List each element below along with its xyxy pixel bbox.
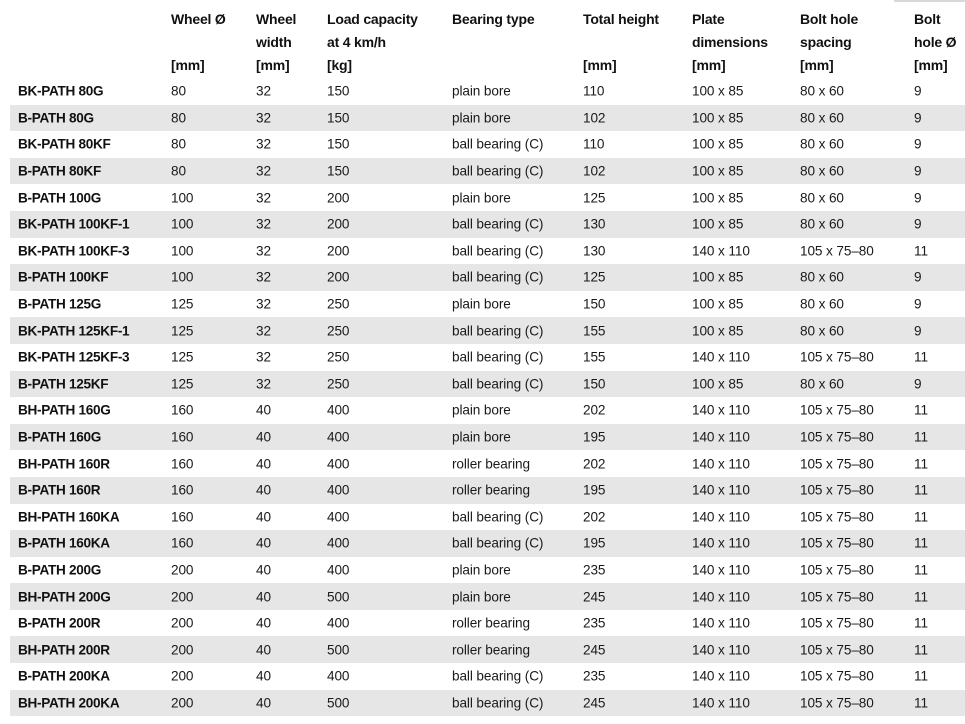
table-cell-bolt-hole-diameter: 11 <box>914 456 928 472</box>
table-cell-bolt-hole-diameter: 11 <box>914 562 928 578</box>
table-row <box>10 211 965 238</box>
table-row <box>10 371 965 398</box>
table-cell-bearing-type: roller bearing <box>452 615 530 631</box>
table-cell-load-capacity: 250 <box>327 349 350 365</box>
table-cell-bolt-hole-diameter: 9 <box>914 110 922 126</box>
table-cell-plate-dimensions: 140 x 110 <box>692 349 750 365</box>
table-cell-bolt-hole-diameter: 11 <box>914 482 928 498</box>
table-cell-wheel-width: 32 <box>256 349 271 365</box>
table-row <box>10 317 965 344</box>
table-cell-bolt-hole-spacing: 105 x 75–80 <box>800 589 874 605</box>
table-row <box>10 78 965 105</box>
table-cell-bearing-type: ball bearing (C) <box>452 535 544 551</box>
table-body <box>10 78 965 716</box>
column-header-line: spacing <box>800 34 852 50</box>
table-cell-bolt-hole-diameter: 11 <box>914 243 928 259</box>
table-cell-bolt-hole-spacing: 80 x 60 <box>800 376 844 392</box>
table-cell-total-height: 245 <box>583 642 606 658</box>
model-name-cell: BH-PATH 160G <box>18 402 111 418</box>
table-cell-total-height: 235 <box>583 562 606 578</box>
table-cell-total-height: 125 <box>583 190 606 206</box>
table-cell-bolt-hole-diameter: 9 <box>914 376 922 392</box>
table-cell-total-height: 155 <box>583 349 606 365</box>
table-cell-plate-dimensions: 140 x 110 <box>692 589 750 605</box>
table-cell-bolt-hole-spacing: 105 x 75–80 <box>800 668 874 684</box>
table-cell-bolt-hole-spacing: 105 x 75–80 <box>800 615 874 631</box>
table-cell-load-capacity: 250 <box>327 323 350 339</box>
table-cell-wheel-diameter: 200 <box>171 589 194 605</box>
table-cell-wheel-diameter: 160 <box>171 535 194 551</box>
table-row <box>10 291 965 318</box>
table-cell-wheel-diameter: 100 <box>171 243 194 259</box>
table-cell-bolt-hole-diameter: 9 <box>914 296 922 312</box>
table-cell-bolt-hole-spacing: 80 x 60 <box>800 83 844 99</box>
table-cell-wheel-width: 32 <box>256 110 271 126</box>
model-name-cell: BK-PATH 100KF-3 <box>18 243 130 259</box>
table-cell-bolt-hole-diameter: 9 <box>914 269 922 285</box>
table-cell-plate-dimensions: 100 x 85 <box>692 190 744 206</box>
table-cell-wheel-diameter: 125 <box>171 323 194 339</box>
column-header-wheel-diameter <box>171 8 226 77</box>
caster-spec-table <box>10 0 965 716</box>
model-name-cell: B-PATH 200G <box>18 562 102 578</box>
column-header-line: [mm] <box>256 57 290 73</box>
table-cell-bolt-hole-spacing: 105 x 75–80 <box>800 562 874 578</box>
table-cell-plate-dimensions: 100 x 85 <box>692 376 744 392</box>
table-cell-plate-dimensions: 140 x 110 <box>692 535 750 551</box>
table-cell-wheel-width: 40 <box>256 482 271 498</box>
table-cell-wheel-width: 32 <box>256 216 271 232</box>
table-cell-bolt-hole-spacing: 105 x 75–80 <box>800 482 874 498</box>
table-cell-wheel-diameter: 80 <box>171 163 186 179</box>
table-cell-bearing-type: ball bearing (C) <box>452 243 544 259</box>
table-cell-total-height: 102 <box>583 110 606 126</box>
table-cell-plate-dimensions: 140 x 110 <box>692 695 750 711</box>
column-header-line: Bearing type <box>452 11 535 27</box>
table-cell-bearing-type: ball bearing (C) <box>452 269 544 285</box>
model-name-cell: BK-PATH 100KF-1 <box>18 216 130 232</box>
table-cell-total-height: 130 <box>583 216 606 232</box>
table-cell-plate-dimensions: 100 x 85 <box>692 296 744 312</box>
table-cell-load-capacity: 400 <box>327 402 350 418</box>
model-name-cell: BH-PATH 160KA <box>18 509 120 525</box>
model-name-cell: B-PATH 125KF <box>18 376 109 392</box>
column-header-line: dimensions <box>692 34 768 50</box>
table-cell-wheel-width: 32 <box>256 136 271 152</box>
table-cell-plate-dimensions: 140 x 110 <box>692 482 750 498</box>
table-row <box>10 610 965 637</box>
table-row <box>10 158 965 185</box>
model-name-cell: B-PATH 100KF <box>18 269 109 285</box>
model-name-cell: BH-PATH 200KA <box>18 695 120 711</box>
table-cell-total-height: 155 <box>583 323 606 339</box>
table-cell-total-height: 202 <box>583 509 606 525</box>
table-cell-bolt-hole-diameter: 11 <box>914 535 928 551</box>
table-cell-bolt-hole-spacing: 80 x 60 <box>800 323 844 339</box>
table-cell-load-capacity: 500 <box>327 642 350 658</box>
model-name-cell: BH-PATH 160R <box>18 456 110 472</box>
table-cell-bolt-hole-diameter: 11 <box>914 589 928 605</box>
column-header-line: width <box>256 34 292 50</box>
model-name-cell: B-PATH 160R <box>18 482 101 498</box>
table-cell-wheel-diameter: 160 <box>171 509 194 525</box>
table-cell-wheel-width: 40 <box>256 589 271 605</box>
table-cell-total-height: 202 <box>583 456 606 472</box>
table-cell-bolt-hole-spacing: 105 x 75–80 <box>800 642 874 658</box>
table-cell-wheel-width: 40 <box>256 562 271 578</box>
table-cell-bolt-hole-diameter: 11 <box>914 349 928 365</box>
table-row <box>10 663 965 690</box>
table-cell-load-capacity: 500 <box>327 589 350 605</box>
table-cell-wheel-diameter: 100 <box>171 269 194 285</box>
table-cell-bolt-hole-spacing: 105 x 75–80 <box>800 695 874 711</box>
table-cell-bearing-type: plain bore <box>452 190 511 206</box>
table-cell-load-capacity: 150 <box>327 83 350 99</box>
table-cell-plate-dimensions: 140 x 110 <box>692 562 750 578</box>
column-header-bolt-hole-diameter <box>914 8 956 77</box>
table-cell-bolt-hole-diameter: 9 <box>914 323 922 339</box>
table-cell-wheel-width: 40 <box>256 642 271 658</box>
table-cell-wheel-width: 40 <box>256 509 271 525</box>
table-cell-bolt-hole-spacing: 105 x 75–80 <box>800 509 874 525</box>
table-cell-load-capacity: 150 <box>327 110 350 126</box>
table-row <box>10 105 965 132</box>
table-cell-total-height: 130 <box>583 243 606 259</box>
table-cell-load-capacity: 500 <box>327 695 350 711</box>
table-cell-total-height: 110 <box>583 136 605 152</box>
table-row <box>10 264 965 291</box>
table-cell-wheel-width: 40 <box>256 456 271 472</box>
table-cell-wheel-diameter: 125 <box>171 349 194 365</box>
table-cell-bolt-hole-diameter: 9 <box>914 136 922 152</box>
table-cell-bearing-type: plain bore <box>452 562 511 578</box>
table-cell-bearing-type: ball bearing (C) <box>452 323 544 339</box>
table-cell-wheel-diameter: 80 <box>171 83 186 99</box>
table-cell-wheel-diameter: 200 <box>171 562 194 578</box>
column-header-total-height <box>583 8 659 77</box>
table-cell-wheel-width: 32 <box>256 83 271 99</box>
table-cell-wheel-width: 40 <box>256 668 271 684</box>
table-cell-load-capacity: 400 <box>327 668 350 684</box>
column-header-line: Load capacity <box>327 11 418 27</box>
model-name-cell: B-PATH 200KA <box>18 668 110 684</box>
table-cell-bolt-hole-diameter: 11 <box>914 402 928 418</box>
table-cell-bearing-type: plain bore <box>452 83 511 99</box>
table-cell-bolt-hole-spacing: 80 x 60 <box>800 296 844 312</box>
column-header-bolt-hole-spacing <box>800 8 858 77</box>
table-cell-bolt-hole-spacing: 105 x 75–80 <box>800 535 874 551</box>
column-header-line: hole Ø <box>914 34 957 50</box>
table-row <box>10 477 965 504</box>
table-cell-plate-dimensions: 140 x 110 <box>692 456 750 472</box>
table-cell-wheel-diameter: 160 <box>171 482 194 498</box>
table-cell-wheel-width: 32 <box>256 296 271 312</box>
table-cell-wheel-diameter: 200 <box>171 668 194 684</box>
table-cell-bolt-hole-diameter: 11 <box>914 429 928 445</box>
table-row <box>10 131 965 158</box>
table-cell-plate-dimensions: 140 x 110 <box>692 429 750 445</box>
column-header-line: [mm] <box>800 57 834 73</box>
model-name-cell: B-PATH 100G <box>18 190 102 206</box>
table-cell-total-height: 245 <box>583 695 606 711</box>
table-cell-wheel-width: 32 <box>256 269 271 285</box>
table-cell-load-capacity: 400 <box>327 562 350 578</box>
table-cell-wheel-diameter: 200 <box>171 615 194 631</box>
table-cell-bolt-hole-spacing: 105 x 75–80 <box>800 402 874 418</box>
table-cell-wheel-width: 32 <box>256 376 271 392</box>
table-cell-load-capacity: 250 <box>327 376 350 392</box>
table-cell-plate-dimensions: 140 x 110 <box>692 402 750 418</box>
column-header-line <box>452 54 534 77</box>
table-cell-wheel-width: 32 <box>256 243 271 259</box>
column-header-line: [mm] <box>171 57 205 73</box>
table-row <box>10 504 965 531</box>
table-cell-plate-dimensions: 100 x 85 <box>692 110 744 126</box>
table-cell-bearing-type: plain bore <box>452 402 511 418</box>
table-cell-wheel-width: 32 <box>256 190 271 206</box>
table-cell-bearing-type: plain bore <box>452 429 511 445</box>
table-cell-wheel-diameter: 100 <box>171 216 194 232</box>
column-header-line: at 4 km/h <box>327 34 386 50</box>
table-cell-wheel-diameter: 125 <box>171 296 194 312</box>
table-cell-total-height: 150 <box>583 376 606 392</box>
table-cell-wheel-width: 40 <box>256 402 271 418</box>
table-row <box>10 636 965 663</box>
model-name-cell: BK-PATH 125KF-1 <box>18 323 130 339</box>
table-cell-plate-dimensions: 100 x 85 <box>692 323 744 339</box>
table-cell-bolt-hole-spacing: 105 x 75–80 <box>800 349 874 365</box>
table-cell-plate-dimensions: 100 x 85 <box>692 136 744 152</box>
table-cell-bearing-type: ball bearing (C) <box>452 695 544 711</box>
table-cell-bolt-hole-diameter: 11 <box>914 695 928 711</box>
table-cell-total-height: 245 <box>583 589 606 605</box>
table-cell-load-capacity: 400 <box>327 429 350 445</box>
table-cell-wheel-width: 32 <box>256 163 271 179</box>
table-row <box>10 557 965 584</box>
table-cell-plate-dimensions: 140 x 110 <box>692 243 750 259</box>
table-cell-total-height: 195 <box>583 482 606 498</box>
table-cell-wheel-diameter: 80 <box>171 136 186 152</box>
table-row <box>10 238 965 265</box>
table-cell-wheel-diameter: 200 <box>171 695 194 711</box>
table-cell-bolt-hole-spacing: 80 x 60 <box>800 216 844 232</box>
model-name-cell: B-PATH 200R <box>18 615 101 631</box>
header-divider <box>894 0 965 2</box>
model-name-cell: B-PATH 160G <box>18 429 102 445</box>
table-cell-plate-dimensions: 140 x 110 <box>692 615 750 631</box>
table-cell-bolt-hole-diameter: 11 <box>914 615 928 631</box>
table-cell-load-capacity: 400 <box>327 615 350 631</box>
table-cell-bolt-hole-spacing: 105 x 75–80 <box>800 456 874 472</box>
table-cell-total-height: 235 <box>583 615 606 631</box>
table-cell-bearing-type: ball bearing (C) <box>452 136 544 152</box>
table-row <box>10 424 965 451</box>
table-cell-total-height: 195 <box>583 429 606 445</box>
table-cell-load-capacity: 200 <box>327 216 350 232</box>
table-cell-total-height: 235 <box>583 668 606 684</box>
table-row <box>10 583 965 610</box>
table-cell-bolt-hole-spacing: 80 x 60 <box>800 269 844 285</box>
table-cell-bolt-hole-diameter: 9 <box>914 163 922 179</box>
column-header-line <box>583 31 659 54</box>
table-row <box>10 397 965 424</box>
table-cell-total-height: 202 <box>583 402 606 418</box>
table-cell-bearing-type: ball bearing (C) <box>452 668 544 684</box>
table-cell-wheel-width: 40 <box>256 429 271 445</box>
table-cell-load-capacity: 250 <box>327 296 350 312</box>
table-cell-wheel-diameter: 100 <box>171 190 194 206</box>
model-name-cell: BK-PATH 80KF <box>18 136 111 152</box>
model-name-cell: B-PATH 80KF <box>18 163 102 179</box>
column-header-line: [kg] <box>327 57 352 73</box>
column-header-line: Bolt hole <box>800 11 859 27</box>
table-cell-bearing-type: roller bearing <box>452 642 530 658</box>
table-cell-bolt-hole-diameter: 11 <box>914 642 928 658</box>
table-cell-total-height: 150 <box>583 296 606 312</box>
table-cell-bolt-hole-spacing: 105 x 75–80 <box>800 243 874 259</box>
table-cell-wheel-diameter: 160 <box>171 429 194 445</box>
table-cell-bolt-hole-diameter: 9 <box>914 190 922 206</box>
table-cell-bolt-hole-spacing: 80 x 60 <box>800 110 844 126</box>
table-cell-bolt-hole-spacing: 80 x 60 <box>800 136 844 152</box>
column-header-line: [mm] <box>914 57 948 73</box>
table-cell-bolt-hole-spacing: 80 x 60 <box>800 163 844 179</box>
column-header-wheel-width <box>256 8 296 77</box>
table-row <box>10 450 965 477</box>
table-cell-bearing-type: roller bearing <box>452 456 530 472</box>
model-name-cell: BH-PATH 200G <box>18 589 111 605</box>
column-header-line: Plate <box>692 11 725 27</box>
table-cell-load-capacity: 400 <box>327 509 350 525</box>
table-cell-total-height: 110 <box>583 83 605 99</box>
model-name-cell: B-PATH 125G <box>18 296 102 312</box>
table-cell-load-capacity: 400 <box>327 535 350 551</box>
table-cell-bearing-type: plain bore <box>452 110 511 126</box>
table-cell-bolt-hole-spacing: 80 x 60 <box>800 190 844 206</box>
table-cell-load-capacity: 200 <box>327 190 350 206</box>
table-cell-bearing-type: plain bore <box>452 589 511 605</box>
column-header-bearing-type <box>452 8 534 77</box>
column-header-line: Wheel Ø <box>171 11 226 27</box>
table-cell-load-capacity: 150 <box>327 136 350 152</box>
table-cell-total-height: 102 <box>583 163 606 179</box>
table-cell-total-height: 125 <box>583 269 606 285</box>
column-header-line: Bolt <box>914 11 941 27</box>
table-cell-plate-dimensions: 140 x 110 <box>692 642 750 658</box>
table-cell-bearing-type: plain bore <box>452 296 511 312</box>
table-cell-wheel-diameter: 200 <box>171 642 194 658</box>
column-header-line: Total height <box>583 11 659 27</box>
table-cell-wheel-width: 40 <box>256 615 271 631</box>
table-cell-plate-dimensions: 100 x 85 <box>692 163 744 179</box>
table-cell-load-capacity: 150 <box>327 163 350 179</box>
column-header-line <box>171 31 226 54</box>
table-cell-bolt-hole-diameter: 11 <box>914 509 928 525</box>
model-name-cell: BK-PATH 80G <box>18 83 104 99</box>
column-header-line: [mm] <box>692 57 726 73</box>
table-cell-load-capacity: 400 <box>327 482 350 498</box>
table-cell-bolt-hole-spacing: 105 x 75–80 <box>800 429 874 445</box>
table-row <box>10 184 965 211</box>
table-cell-wheel-diameter: 80 <box>171 110 186 126</box>
table-cell-bolt-hole-diameter: 9 <box>914 216 922 232</box>
table-cell-wheel-width: 32 <box>256 323 271 339</box>
table-cell-wheel-diameter: 125 <box>171 376 194 392</box>
table-cell-bearing-type: ball bearing (C) <box>452 163 544 179</box>
table-cell-wheel-diameter: 160 <box>171 456 194 472</box>
table-row <box>10 530 965 557</box>
table-cell-bearing-type: ball bearing (C) <box>452 349 544 365</box>
table-cell-bearing-type: ball bearing (C) <box>452 216 544 232</box>
model-name-cell: B-PATH 160KA <box>18 535 110 551</box>
table-cell-wheel-diameter: 160 <box>171 402 194 418</box>
table-row <box>10 344 965 371</box>
model-name-cell: B-PATH 80G <box>18 110 94 126</box>
table-cell-load-capacity: 200 <box>327 269 350 285</box>
table-cell-bolt-hole-diameter: 11 <box>914 668 928 684</box>
table-cell-plate-dimensions: 140 x 110 <box>692 509 750 525</box>
table-cell-total-height: 195 <box>583 535 606 551</box>
table-cell-bearing-type: roller bearing <box>452 482 530 498</box>
table-cell-plate-dimensions: 140 x 110 <box>692 668 750 684</box>
table-cell-wheel-width: 40 <box>256 695 271 711</box>
column-header-line: [mm] <box>583 57 617 73</box>
model-name-cell: BK-PATH 125KF-3 <box>18 349 130 365</box>
table-cell-load-capacity: 200 <box>327 243 350 259</box>
table-cell-load-capacity: 400 <box>327 456 350 472</box>
table-cell-bearing-type: ball bearing (C) <box>452 509 544 525</box>
model-name-cell: BH-PATH 200R <box>18 642 110 658</box>
column-header-line: Wheel <box>256 11 297 27</box>
column-header-load-capacity <box>327 8 418 77</box>
table-cell-bolt-hole-diameter: 9 <box>914 83 922 99</box>
table-row <box>10 690 965 717</box>
table-cell-plate-dimensions: 100 x 85 <box>692 216 744 232</box>
table-cell-bearing-type: ball bearing (C) <box>452 376 544 392</box>
column-header-plate-dimensions <box>692 8 768 77</box>
table-header <box>10 0 965 78</box>
table-cell-plate-dimensions: 100 x 85 <box>692 269 744 285</box>
table-cell-wheel-width: 40 <box>256 535 271 551</box>
column-header-line <box>452 31 534 54</box>
table-cell-plate-dimensions: 100 x 85 <box>692 83 744 99</box>
